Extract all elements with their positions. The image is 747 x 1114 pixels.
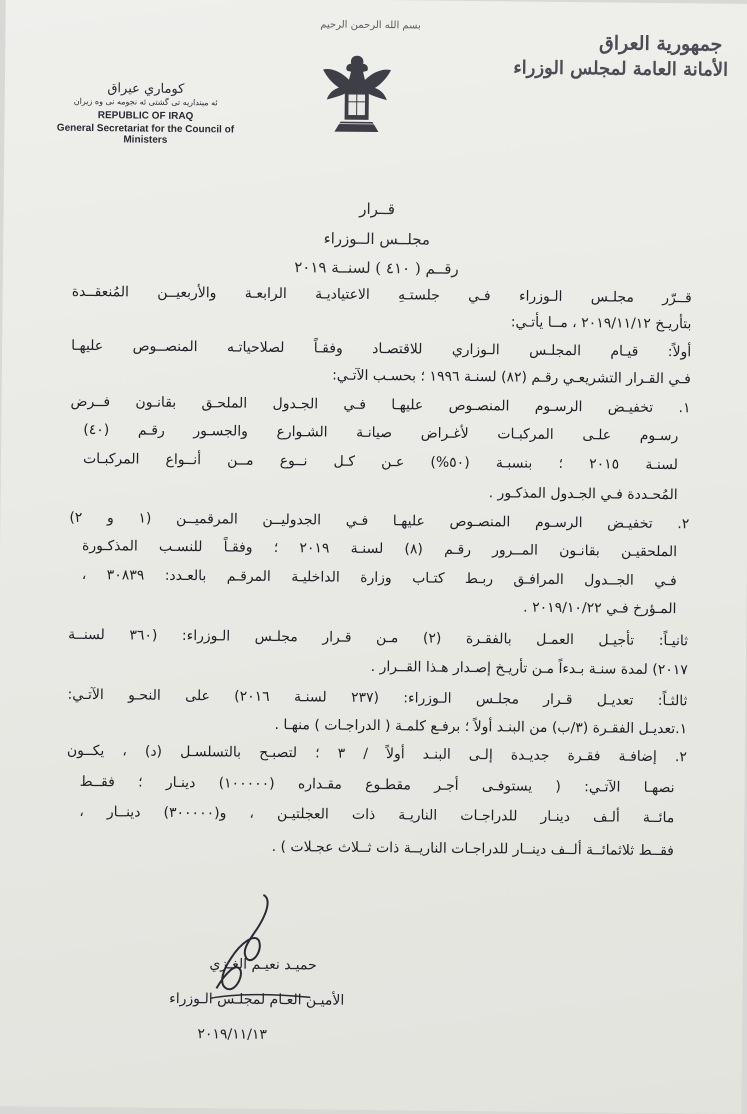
body-line-14: ٢٠١٧) لمدة سنـة بـدءاً مـن تأريـخ إصـدار هـذا القــرار . [68,656,688,678]
iraq-eagle-emblem-icon [320,49,393,142]
body-line-9: ٢. تخفيـض الرسـوم المنصـوص عليهـا فـي الجدوليــن المرقميــن (١ و ٢) [69,510,689,532]
signatory-position: الأميـن العـام لمجلـس الـوزراء [169,991,344,1009]
header-republic: جمهورية العراق [462,29,722,58]
body-line-11: فـي الجــدول المرافـق ربـط كتـاب وزارة الداخليـة المرقـم بالعـدد: ٣٠٨٣٩ ، [82,567,677,589]
body-line-3: أولاً: قيـام المجلـس الـوزاري للاقتصـاد وفقـاً لصلاحياتـه المنصــوص عليهـا [71,338,691,360]
body-line-15: ثالثـاً: تعديـل قـرار مجلـس الـوزراء: (٢٣٧ لسنـة ٢٠١٦) على النحـو الآتـي: [67,687,687,709]
decision-number: رقــم ( ٤١٠ ) لسنــة ٢٠١٩ [3,255,747,281]
body-line-12: المـؤرخ فـي ٢٠١٩/١٠/٢٢ . [81,595,676,617]
arabic-header [462,29,723,84]
body-line-18: نصهـا الآتـي: ( يستوفـى أجـر مقطـوع مقـداره (١٠٠٠٠٠) دينـار ؛ فقــط [80,774,675,796]
body-line-17: ٢. إضافـة فقـرة جديـدة إلـى البنـد أولاً / ٣ ؛ لتصبـح بالتسلسـل (د) ، يكــون [67,743,687,765]
bismillah-text: بسم الله الرحمن الرحيم [295,19,445,32]
signature-date: ٢٠١٩/١١/١٣ [197,1026,267,1043]
body-line-2: بتأريـخ ٢٠١٩/١١/١٢ ، مــا يأتـي: [71,310,691,332]
body-line-16: ١.تعديـل الفقـرة (٣/ب) من البنـد أولاً ؛ برفـع كلمـة ( الدراجـات ) منهـا . [67,715,687,737]
header-secretariat: الأمانة العامة لمجلس الوزراء [462,55,728,84]
body-line-7: لسنـة ٢٠١٥ ؛ بنسبـة (٥٠%) عـن كـل نــوع مــن أنــواع المركبـات [83,451,678,473]
body-line-10: الملحقيـن بقانـون المــرور رقـم (٨) لسنـة ٢٠١٩ ؛ وفقـاً للنسـب المذكـورة [82,538,677,560]
body-line-20: فقــط ثلاثمائــة ألــف دينــار للدراجـات الناريــة ذات ثــلاث عجـلات ) . [79,837,674,859]
header-english-republic: REPUBLIC OF IRAQ [41,109,251,122]
body-line-4: فـي القـرار التشريعـي رقـم (٨٢) لسنـة ١٩٩٦ ؛ بحسـب الآتـي: [71,365,691,387]
body-line-8: المُحـددة فـي الجـدول المذكـور . [83,481,678,503]
body-line-5: ١. تخفيـض الرسـوم المنصـوص عليهـا فـي الجـدول الملحـق بقانـون فــرض [71,394,691,416]
body-line-19: مائــة ألـف دينـار للدراجـات الناريـة ذات العجلتيـن ، و(٣٠٠٠٠٠) دينــار ، [79,804,674,826]
header-kurdish-republic: كوماري عيراق [41,80,251,97]
body-line-13: ثانيـاً: تأجيـل العمـل بالفقـرة (٢) مـن قـرار مجلـس الـوزراء: (٣٦٠ لسنــة [68,627,688,649]
signatory-name: حميـد نعيـم الغـزي [209,956,316,973]
header-english-secretariat: General Secretariat for the Council of Ministers [40,122,250,146]
kurdish-english-header [40,80,251,146]
body-line-6: رسـوم علـى المركبـات لأغـراض صيانـة الشـوارع والجسـور رقـم (٤٠) [83,422,678,444]
body-line-1: قــرّر مجلـس الـوزراء فـي جلستـهِ الاعتياديـة الرابعـة والأربعيــن المُنعقــدة [72,284,692,306]
header-kurdish-secretariat: ئه مینداریه تی گشتی ئه نجومه نی وه زیران [41,96,251,107]
council-title: مجلــس الــوزراء [3,226,747,252]
decision-title: قــرار [4,196,747,222]
